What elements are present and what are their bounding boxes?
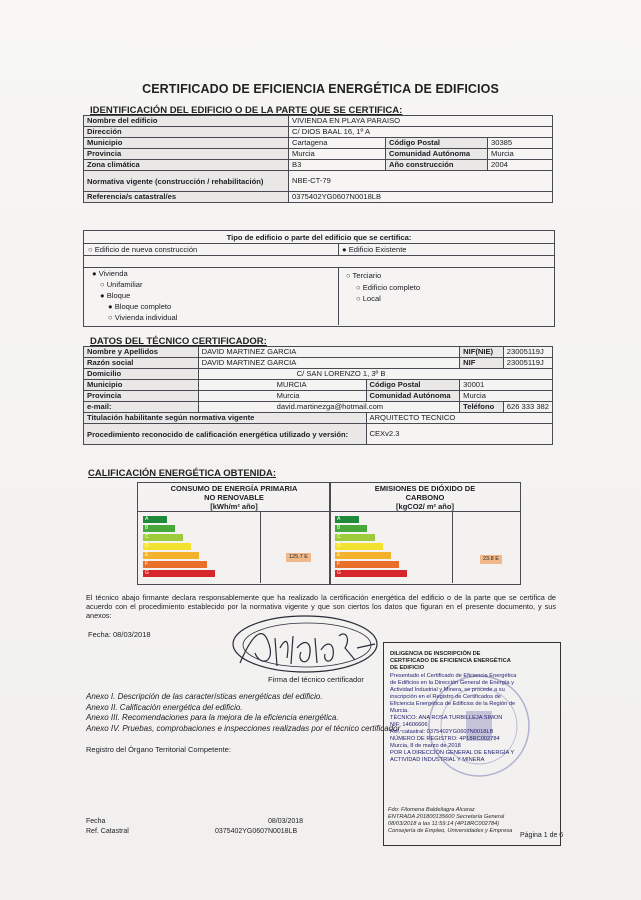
tec-razon-label: Razón social (84, 358, 199, 369)
tec-domicilio-label: Domicilio (84, 369, 199, 380)
rating-bar-c: C (335, 534, 375, 541)
stamp-line-6: Actividad Industrial y Minera, se procede a su (390, 687, 505, 693)
comunidad-label: Comunidad Autónoma (386, 149, 488, 160)
tec-nif2-label: NIF (460, 358, 504, 369)
stamp-line-4: Presentado el Certificado de Eficiencia Energética (390, 673, 517, 679)
rating-bar-g: G (143, 570, 215, 577)
tecnico-heading: DATOS DEL TÉCNICO CERTIFICADOR: (90, 336, 267, 347)
identificacion-heading: IDENTIFICACIÓN DEL EDIFICIO O DE LA PARTE QUE SE CERTIFICA: (90, 105, 403, 116)
tipo-heading: Tipo de edificio o parte del edificio que se certifica: (226, 233, 412, 242)
opt-vivienda: ● Vivienda (92, 269, 128, 278)
footer-ref-value: 0375402YG0607N0018LB (215, 828, 298, 835)
stamp-line-2: CERTIFICADO DE EFICIENCIA ENERGÉTICA (390, 658, 511, 664)
rating-bar-d: D (143, 543, 191, 550)
provincia-value: Murcia (289, 149, 386, 160)
stamp-line-8: Eficiencia Energética de Edificios de la Región de (390, 701, 516, 707)
normativa-value: NBE-CT-79 (289, 171, 553, 192)
anio-value: 2004 (488, 160, 553, 171)
direccion-value: C/ DIOS BAAL 16, 1º A (289, 127, 553, 138)
consumo-scale (143, 516, 253, 580)
tecnico-table (83, 346, 553, 445)
anio-label: Año construcción (386, 160, 488, 171)
opt-nueva: ○ Edificio de nueva construcción (88, 245, 198, 254)
opt-local: ○ Local (356, 294, 381, 303)
municipio-label: Municipio (84, 138, 289, 149)
normativa-label: Normativa vigente (construcción / rehabilitación) (84, 171, 289, 192)
tec-cp-label: Código Postal (366, 380, 460, 391)
tec-nif1-value: 23005119J (503, 347, 552, 358)
tec-procedimiento-value: CEXv2.3 (366, 424, 553, 445)
tec-cp-value: 30001 (460, 380, 553, 391)
rating-bar-b: B (143, 525, 175, 532)
nombre-value: VIVIENDA EN PLAYA PARAISO (289, 116, 553, 127)
consumo-title: CONSUMO DE ENERGÍA PRIMARIA NO RENOVABLE (170, 484, 298, 502)
stamp-line-17: Fdo: Filomena Baldeliagra Alcaraz (388, 807, 475, 813)
emisiones-title: EMISIONES DE DIÓXIDO DE CARBONO (374, 484, 476, 502)
rating-bar-a: A (143, 516, 167, 523)
tec-razon-value: DAVID MARTINEZ GARCIA (198, 358, 460, 369)
opt-bloque: ● Bloque (100, 291, 131, 300)
tec-domicilio-value: C/ SAN LORENZO 1, 3º B (198, 369, 552, 380)
stamp-line-15: POR LA DIRECCIÓN GENERAL DE ENERGÍA Y (390, 750, 515, 756)
stamp-line-5: de Edificios en la Dirección General de Energía y (390, 680, 514, 686)
anexo-1: Anexo I. Descripción de las características energéticas del edificio. (86, 692, 323, 701)
rating-bar-g: G (335, 570, 407, 577)
opt-existente: ● Edificio Existente (342, 245, 407, 254)
tec-nif1-label: NIF(NIE) (460, 347, 504, 358)
stamp-line-1: DILIGENCIA DE INSCRIPCIÓN DE (390, 651, 481, 657)
tec-nombre-value: DAVID MARTINEZ GARCIA (198, 347, 460, 358)
tec-telefono-value: 626 333 382 (503, 402, 552, 413)
emisiones-panel (329, 482, 521, 585)
rating-bar-e: E (143, 552, 199, 559)
opt-bloque-completo: ● Bloque completo (108, 302, 172, 311)
rating-bar-e: E (335, 552, 391, 559)
rating-bar-a: A (335, 516, 359, 523)
municipio-value: Cartagena (289, 138, 386, 149)
opt-terciario: ○ Terciario (346, 271, 382, 280)
stamp-line-18: ENTRADA 201800135600 Secretaría General (388, 814, 505, 820)
stamp-line-7: inscripción en el Registro de Certificados de (390, 694, 501, 700)
consumo-unit: [kWh/m² año] (210, 502, 258, 511)
stamp-line-9: Murcia. (390, 708, 409, 714)
registry-stamp (383, 642, 564, 846)
tec-procedimiento-label: Procedimiento reconocido de calificación energética utilizado y versión: (84, 424, 367, 445)
footer-ref-label: Ref. Catastral (86, 828, 129, 835)
footer-fecha-label: Fecha (86, 818, 106, 825)
tec-email-value: david.martinezga@hotmail.com (198, 402, 460, 413)
emisiones-unit: [kgCO2/ m² año] (396, 502, 454, 511)
stamp-line-14: Murcia, 8 de marzo de 2018 (390, 743, 461, 749)
rating-bar-f: F (335, 561, 399, 568)
stamp-line-13: NÚMERO DE REGISTRO: 4P18RC002784 (390, 736, 500, 742)
emisiones-value: 23.8 E (480, 555, 502, 564)
anexo-3: Anexo III. Recomendaciones para la mejora de la eficiencia energética. (86, 713, 339, 722)
opt-edificio-completo: ○ Edificio completo (356, 283, 421, 292)
calificacion-heading: CALIFICACIÓN ENERGÉTICA OBTENIDA: (88, 468, 277, 479)
provincia-label: Provincia (84, 149, 289, 160)
tec-municipio-value: MURCIA (198, 380, 366, 391)
comunidad-value: Murcia (488, 149, 553, 160)
tipo-box (83, 230, 555, 327)
anexo-4: Anexo IV. Pruebas, comprobaciones e inspecciones realizadas por el técnico certificador. (86, 723, 403, 733)
stamp-line-20: Consejería de Empleo, Universidades y Empresa (388, 828, 513, 834)
tec-nif2-value: 23005119J (503, 358, 552, 369)
identificacion-table (83, 115, 553, 203)
tec-comunidad-value: Murcia (460, 391, 553, 402)
tec-email-label: e-mail: (84, 402, 199, 413)
page-title: CERTIFICADO DE EFICIENCIA ENERGÉTICA DE EDIFICIOS (142, 82, 499, 96)
tec-provincia-label: Provincia (84, 391, 199, 402)
registro-label: Registro del Órgano Territorial Competente: (86, 745, 231, 754)
page-number: Página 1 de 6 (520, 832, 564, 839)
rating-bar-b: B (335, 525, 367, 532)
declaracion-text: El técnico abajo firmante declara responsablemente que ha realizado la certificación energética del edificio o de la parte que se certifica de acuerdo con el procedimiento establecido por la normativa vigente y que son ciertos los datos que figuran en el presente documento, y sus anexos: (86, 593, 556, 620)
stamp-line-16: ACTIVIDAD INDUSTRIAL Y MINERA (390, 757, 485, 763)
cp-value: 30385 (488, 138, 553, 149)
zona-label: Zona climática (84, 160, 289, 171)
opt-unifamiliar: ○ Unifamiliar (100, 280, 143, 289)
rating-bar-c: C (143, 534, 183, 541)
referencia-value: 0375402YG0607N0018LB (289, 192, 553, 203)
cp-label: Código Postal (386, 138, 488, 149)
stamp-line-3: DE EDIFICIO (390, 665, 425, 671)
tec-telefono-label: Teléfono (460, 402, 504, 413)
referencia-label: Referencia/s catastral/es (84, 192, 289, 203)
stamp-line-11: NIF: 14606606 (390, 722, 428, 728)
stamp-line-19: 08/03/2018 a las 11:59:14 (4P18RC002784) (388, 821, 500, 827)
nombre-label: Nombre del edificio (84, 116, 289, 127)
tec-municipio-label: Municipio (84, 380, 199, 391)
anexos-list (86, 692, 402, 734)
tec-nombre-label: Nombre y Apellidos (84, 347, 199, 358)
tec-titulacion-value: ARQUITECTO TECNICO (366, 413, 553, 424)
consumo-panel (137, 482, 331, 585)
tec-comunidad-label: Comunidad Autónoma (366, 391, 460, 402)
tec-titulacion-label: Titulación habilitante según normativa vigente (84, 413, 367, 424)
stamp-line-10: TÉCNICO: ANA ROSA TURBILLEJA SIMON (390, 715, 503, 721)
consumo-value: 125.7 E (286, 553, 311, 562)
fecha-declaracion: Fecha: 08/03/2018 (88, 630, 151, 639)
firma-label: Firma del técnico certificador (268, 675, 364, 684)
emisiones-scale (335, 516, 445, 580)
zona-value: B3 (289, 160, 386, 171)
direccion-label: Dirección (84, 127, 289, 138)
footer-fecha-value: 08/03/2018 (268, 818, 304, 825)
tec-provincia-value: Murcia (198, 391, 366, 402)
rating-bar-f: F (143, 561, 207, 568)
opt-vivienda-individual: ○ Vivienda individual (108, 313, 178, 322)
anexo-2: Anexo II. Calificación energética del edificio. (86, 702, 243, 712)
rating-bar-d: D (335, 543, 383, 550)
stamp-line-12: Ref. catastral: 0375402YG0607N0018LB (390, 729, 494, 735)
signature-image (225, 608, 395, 680)
